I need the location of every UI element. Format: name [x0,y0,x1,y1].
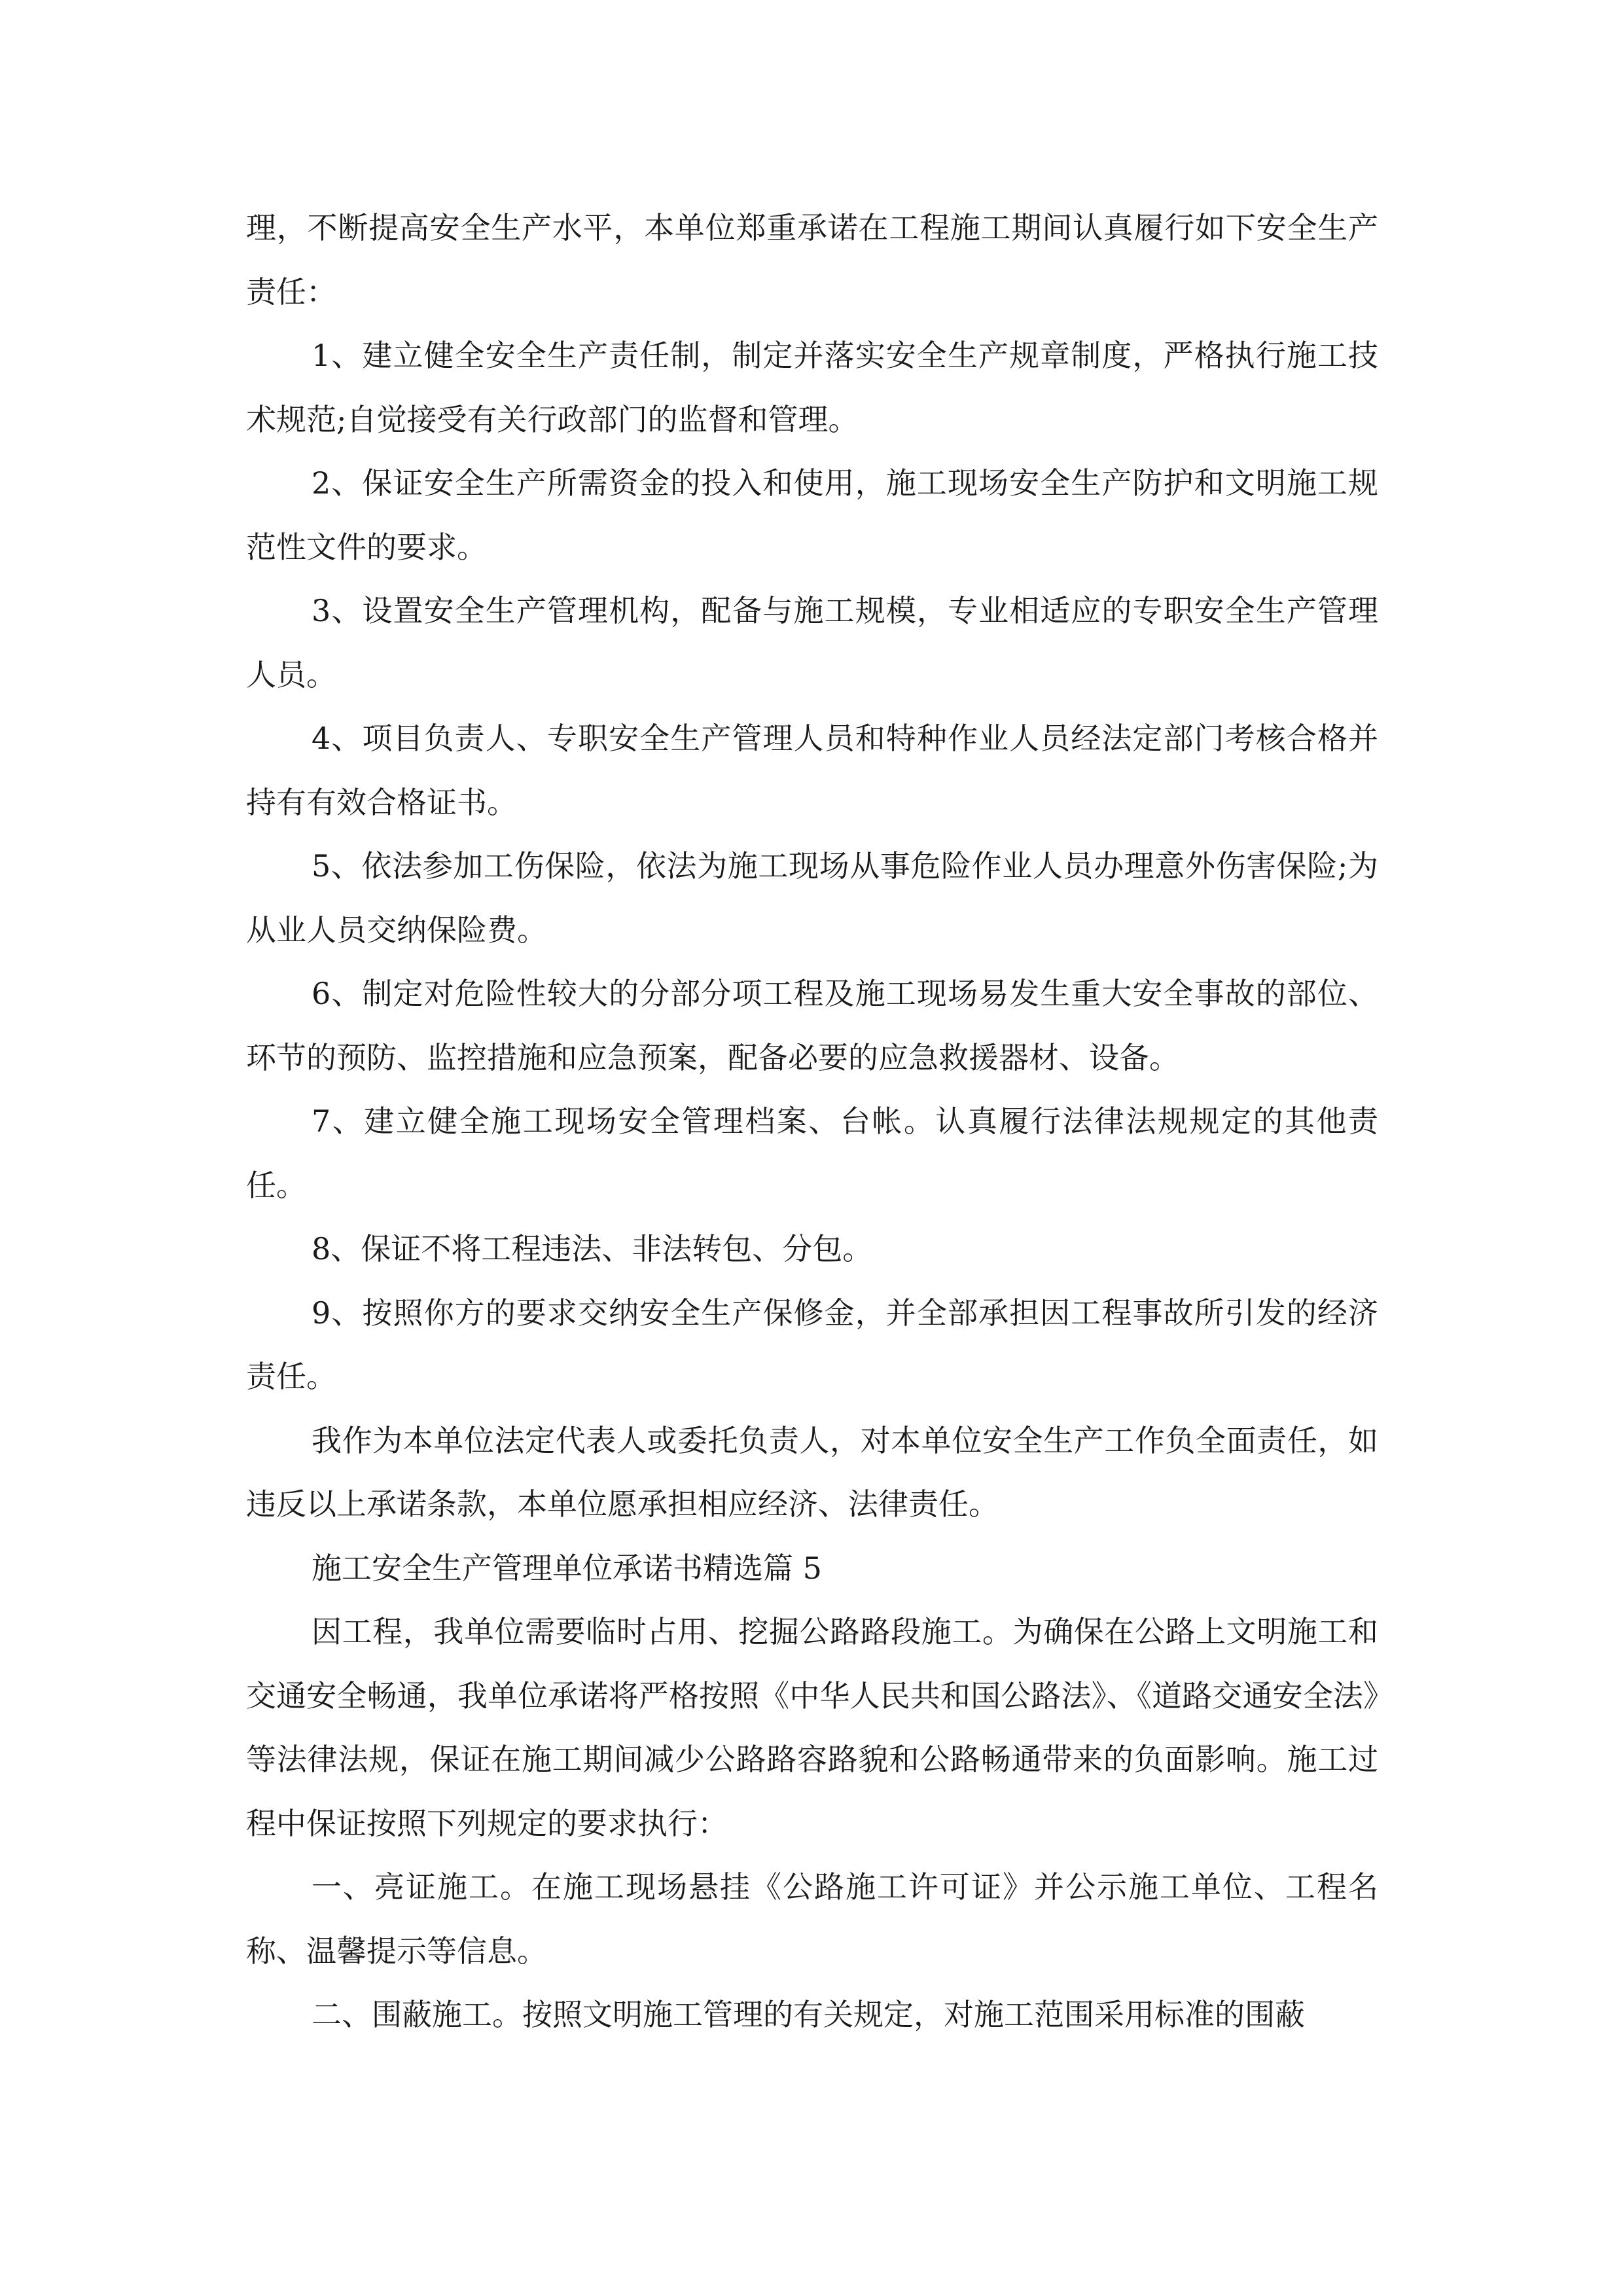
representative-statement: 我作为本单位法定代表人或委托负责人，对本单位安全生产工作负全面责任，如违反以上承诺条款，本单位愿承担相应经济、法律责任。 [246,1422,1378,1522]
section-heading: 施工安全生产管理单位承诺书精选篇 5 [312,1550,822,1586]
commitment-item-2: 2、保证安全生产所需资金的投入和使用，施工现场安全生产防护和文明施工规范性文件的要求。 [246,465,1378,565]
commitment-item-9: 9、按照你方的要求交纳安全生产保修金，并全部承担因工程事故所引发的经济责任。 [246,1295,1378,1394]
commitment-item-1: 1、建立健全安全生产责任制，制定并落实安全生产规章制度，严格执行施工技术规范;自觉接受有关行政部门的监督和管理。 [246,338,1378,437]
rule-item-1: 一、亮证施工。在施工现场悬挂《公路施工许可证》并公示施工单位、工程名称、温馨提示等信息。 [246,1869,1378,1969]
commitment-item-4: 4、项目负责人、专职安全生产管理人员和特种作业人员经法定部门考核合格并持有有效合格证书。 [246,721,1378,820]
section-intro-paragraph: 因工程，我单位需要临时占用、挖掘公路路段施工。为确保在公路上文明施工和交通安全畅通，我单位承诺将严格按照《中华人民共和国公路法》、《道路交通安全法》等法律法规，保证在施工期间减少公路路容路貌和公路畅通带来的负面影响。施工过程中保证按照下列规定的要求执行： [246,1614,1378,1841]
commitment-item-7: 7、建立健全施工现场安全管理档案、台帐。认真履行法律法规规定的其他责任。 [246,1103,1378,1203]
commitment-item-8: 8、保证不将工程违法、非法转包、分包。 [312,1231,873,1266]
commitment-item-3: 3、设置安全生产管理机构，配备与施工规模，专业相适应的专职安全生产管理人员。 [246,593,1378,692]
commitment-item-5: 5、依法参加工伤保险，依法为施工现场从事危险作业人员办理意外伤害保险;为从业人员交纳保险费。 [246,848,1378,948]
rule-item-2: 二、围蔽施工。按照文明施工管理的有关规定，对施工范围采用标准的围蔽 [312,1997,1305,2032]
paragraph-intro-continuation: 理，不断提高安全生产水平，本单位郑重承诺在工程施工期间认真履行如下安全生产责任： [246,210,1378,310]
document-body [246,196,1378,2047]
commitment-item-6: 6、制定对危险性较大的分部分项工程及施工现场易发生重大安全事故的部位、环节的预防、监控措施和应急预案，配备必要的应急救援器材、设备。 [246,976,1378,1075]
